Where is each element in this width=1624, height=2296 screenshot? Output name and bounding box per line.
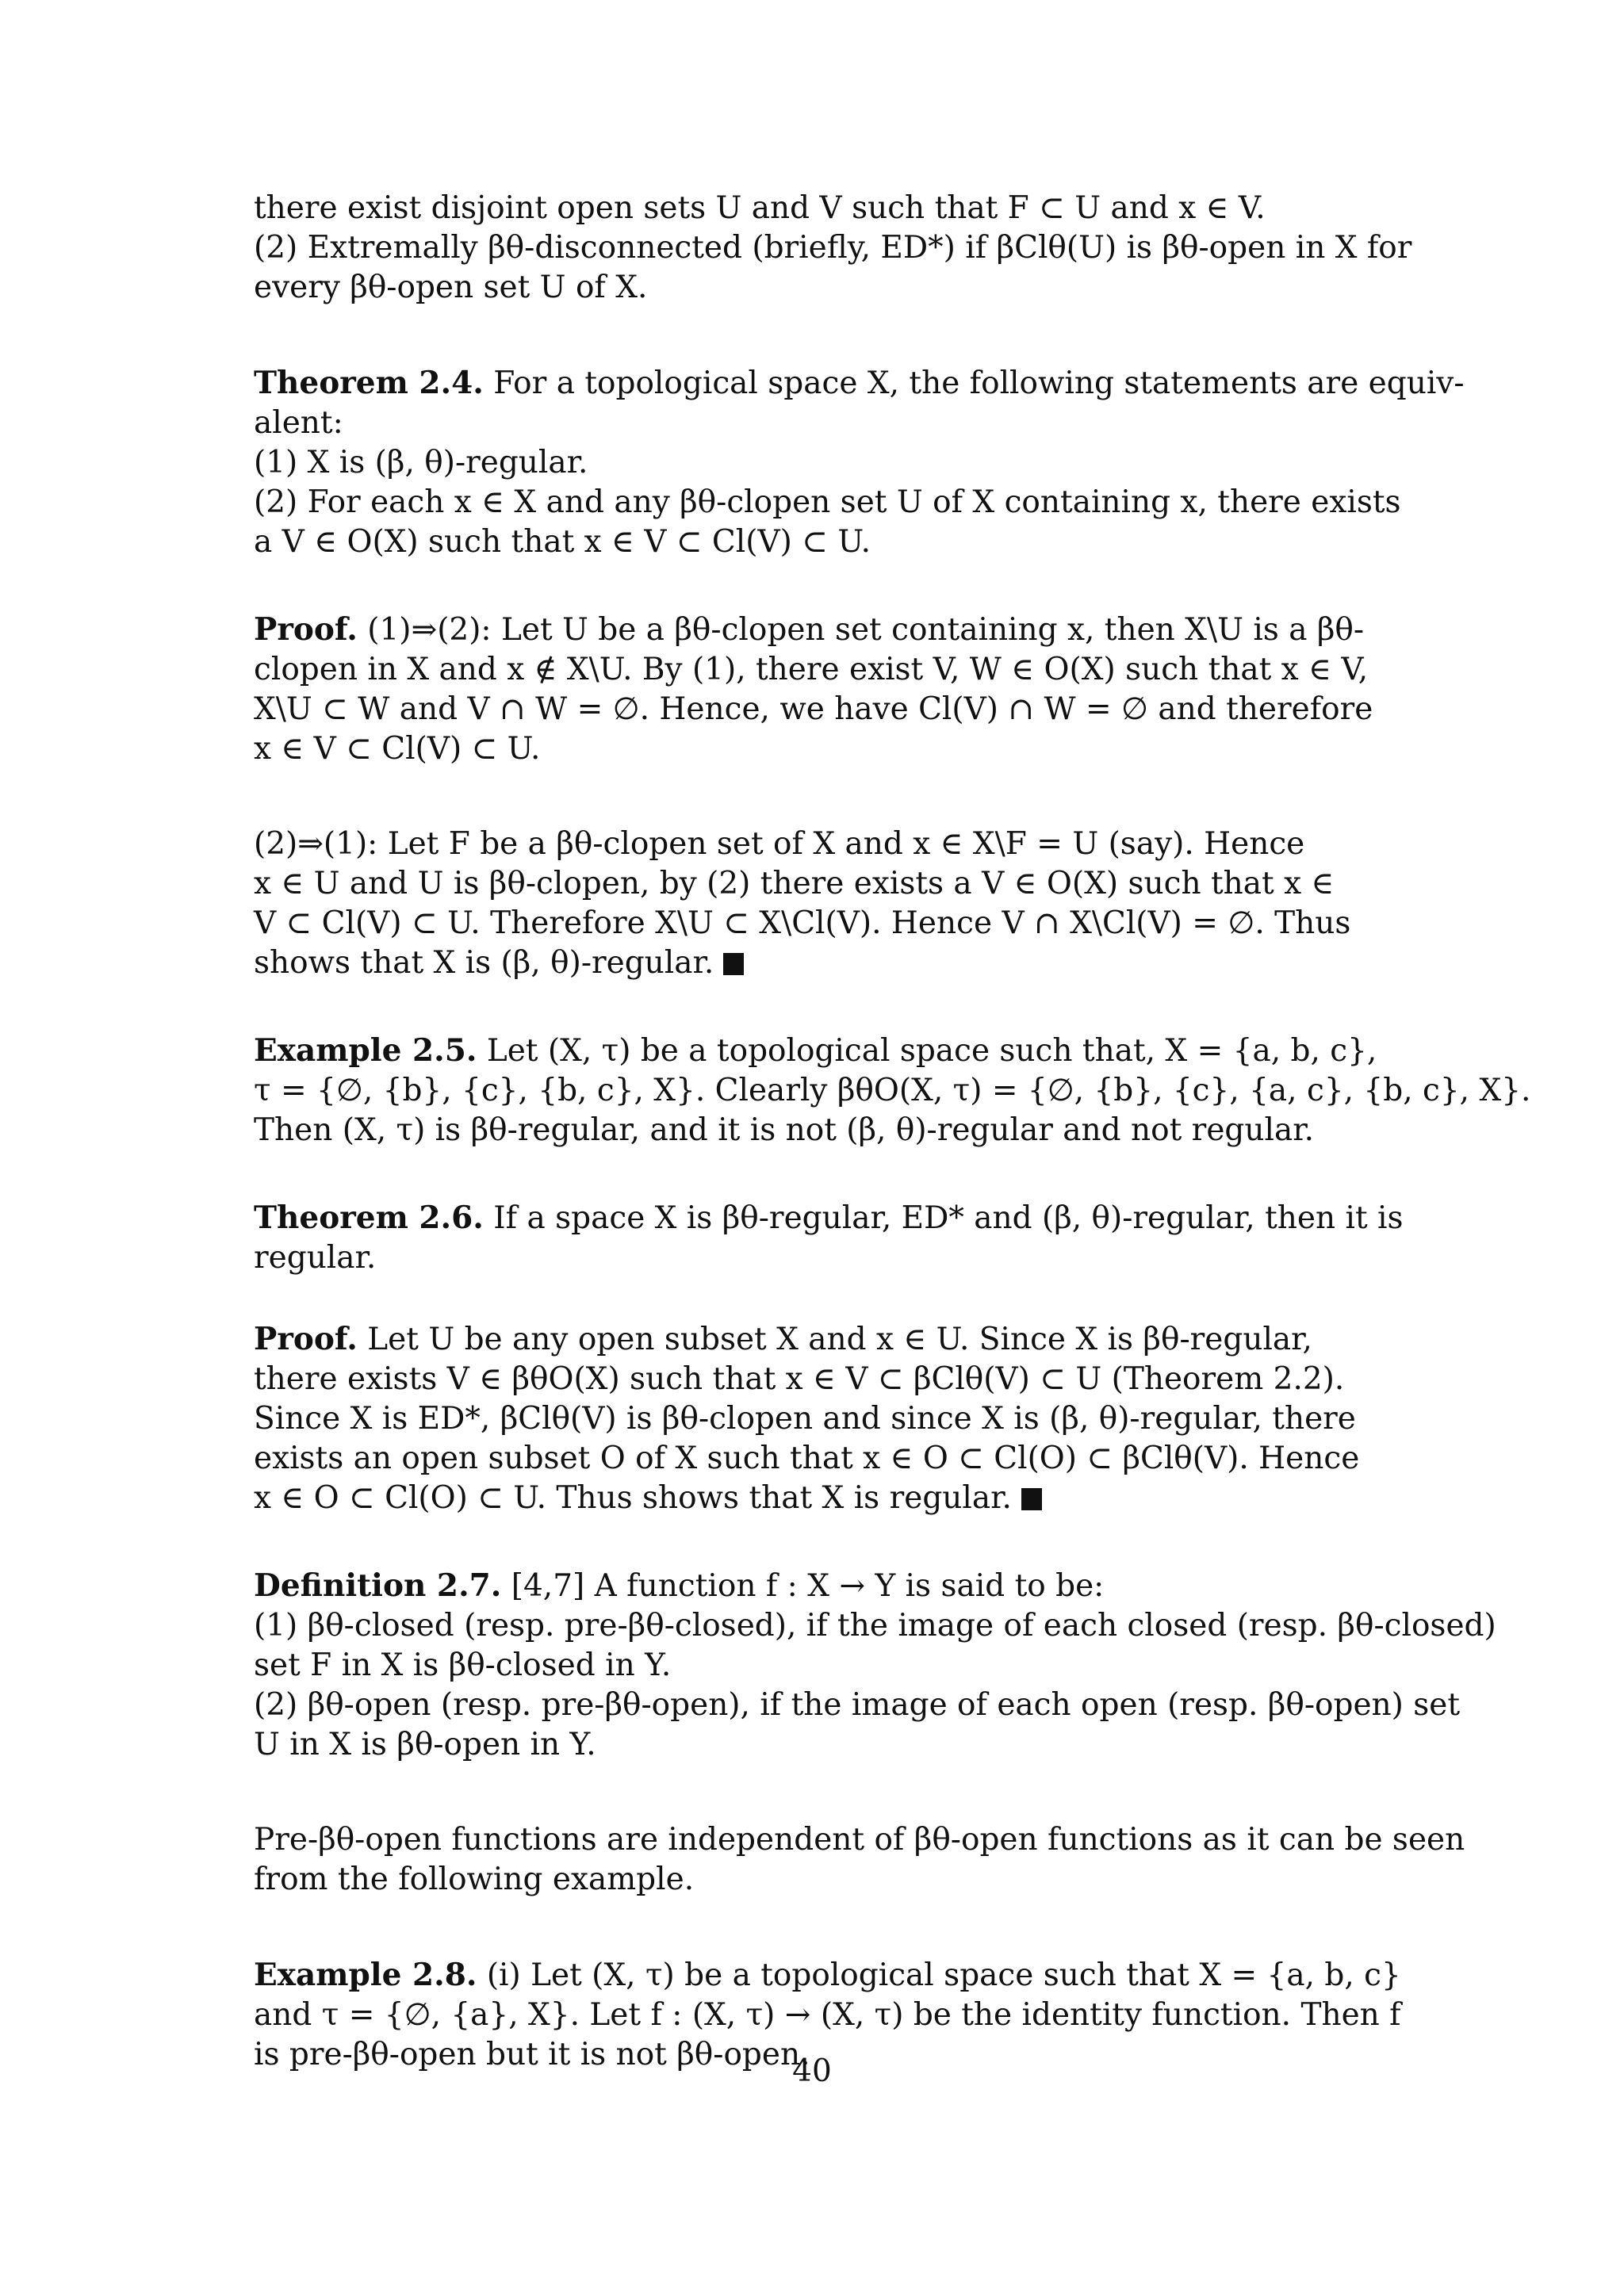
text-line: there exists V ∈ βθO(X) such that x ∈ V ⊂ βClθ(V) ⊂ U (Theorem 2.2).	[254, 1361, 1345, 1397]
proof-label: Proof.	[254, 611, 358, 648]
theorem-2-4	[254, 363, 1465, 562]
qed-mark	[1021, 1488, 1042, 1510]
text-line: Then (X, τ) is βθ-regular, and it is not (β, θ)-regular and not regular.	[254, 1112, 1314, 1148]
text-line: regular.	[254, 1240, 377, 1276]
text-line: (1)⇒(2): Let U be a βθ-clopen set containing x, then X\U is a βθ-	[357, 612, 1365, 648]
text-line: alent:	[254, 405, 343, 441]
text-line: x ∈ O ⊂ Cl(O) ⊂ U. Thus shows that X is regular.	[254, 1480, 1012, 1516]
definition-label: Definition 2.7.	[254, 1567, 502, 1604]
theorem-2-6	[254, 1198, 1404, 1278]
text-line: set F in X is βθ-closed in Y.	[254, 1647, 672, 1683]
text-line: (1) βθ-closed (resp. pre-βθ-closed), if the image of each closed (resp. βθ-closed)	[254, 1608, 1496, 1644]
text-line: x ∈ U and U is βθ-clopen, by (2) there exists a V ∈ O(X) such that x ∈	[254, 866, 1335, 901]
remark-paragraph	[254, 1820, 1465, 1900]
text-line: [4,7] A function f : X → Y is said to be:	[501, 1568, 1105, 1604]
text-line: (2) βθ-open (resp. pre-βθ-open), if the image of each open (resp. βθ-open) set	[254, 1687, 1461, 1723]
text-line: V ⊂ Cl(V) ⊂ U. Therefore X\U ⊂ X\Cl(V). Hence V ∩ X\Cl(V) = ∅. Thus	[254, 905, 1351, 941]
text-line: shows that X is (β, θ)-regular.	[254, 945, 714, 981]
example-label: Example 2.8.	[254, 1957, 477, 1993]
text-line: is pre-βθ-open but it is not βθ-open.	[254, 2037, 810, 2072]
proof-2-4-part1	[254, 610, 1373, 769]
text-line: from the following example.	[254, 1862, 695, 1897]
text-line: Let U be any open subset X and x ∈ U. Since X is βθ-regular,	[357, 1322, 1312, 1357]
text-line: exists an open subset O of X such that x ∈ O ⊂ Cl(O) ⊂ βClθ(V). Hence	[254, 1441, 1360, 1476]
text-line: X\U ⊂ W and V ∩ W = ∅. Hence, we have Cl(V) ∩ W = ∅ and therefore	[254, 691, 1373, 727]
page-number: 40	[792, 2053, 832, 2089]
text-line: (2) Extremally βθ-disconnected (briefly, ED*) if βClθ(U) is βθ-open in X for	[254, 230, 1412, 266]
proof-2-6	[254, 1319, 1360, 1518]
text-line: U in X is βθ-open in Y.	[254, 1727, 596, 1762]
text-line: If a space X is βθ-regular, ED* and (β, θ)-regular, then it is	[483, 1200, 1404, 1236]
text-line: a V ∈ O(X) such that x ∈ V ⊂ Cl(V) ⊂ U.	[254, 524, 871, 560]
proof-label: Proof.	[254, 1321, 358, 1357]
text-line: Let (X, τ) be a topological space such that, X = {a, b, c},	[477, 1033, 1377, 1069]
proof-2-4-part2	[254, 825, 1351, 983]
example-2-5	[254, 1031, 1531, 1150]
theorem-label: Theorem 2.4.	[254, 365, 484, 401]
text-line: Pre-βθ-open functions are independent of βθ-open functions as it can be seen	[254, 1822, 1465, 1858]
text-line: For a topological space X, the following statements are equiv-	[483, 365, 1465, 401]
text-line: every βθ-open set U of X.	[254, 270, 648, 305]
qed-mark	[723, 953, 744, 975]
example-label: Example 2.5.	[254, 1032, 477, 1069]
text-line: there exist disjoint open sets U and V such that F ⊂ U and x ∈ V.	[254, 190, 1266, 226]
definition-2-7	[254, 1566, 1496, 1765]
intro-paragraph	[254, 189, 1412, 308]
text-line: x ∈ V ⊂ Cl(V) ⊂ U.	[254, 731, 541, 767]
text-line: clopen in X and x ∉ X\U. By (1), there exist V, W ∈ O(X) such that x ∈ V,	[254, 652, 1369, 687]
theorem-label: Theorem 2.6.	[254, 1200, 484, 1236]
text-line: (2)⇒(1): Let F be a βθ-clopen set of X and x ∈ X\F = U (say). Hence	[254, 826, 1305, 862]
text-line: and τ = {∅, {a}, X}. Let f : (X, τ) → (X, τ) be the identity function. Then f	[254, 1997, 1401, 2033]
page-body	[254, 189, 1531, 2075]
text-line: (i) Let (X, τ) be a topological space such that X = {a, b, c}	[477, 1957, 1401, 1993]
text-line: (1) X is (β, θ)-regular.	[254, 445, 588, 480]
text-line: (2) For each x ∈ X and any βθ-clopen set U of X containing x, there exists	[254, 484, 1401, 520]
text-line: Since X is ED*, βClθ(V) is βθ-clopen and since X is (β, θ)-regular, there	[254, 1401, 1356, 1437]
text-line: τ = {∅, {b}, {c}, {b, c}, X}. Clearly βθO(X, τ) = {∅, {b}, {c}, {a, c}, {b, c}, X}.	[254, 1073, 1531, 1108]
